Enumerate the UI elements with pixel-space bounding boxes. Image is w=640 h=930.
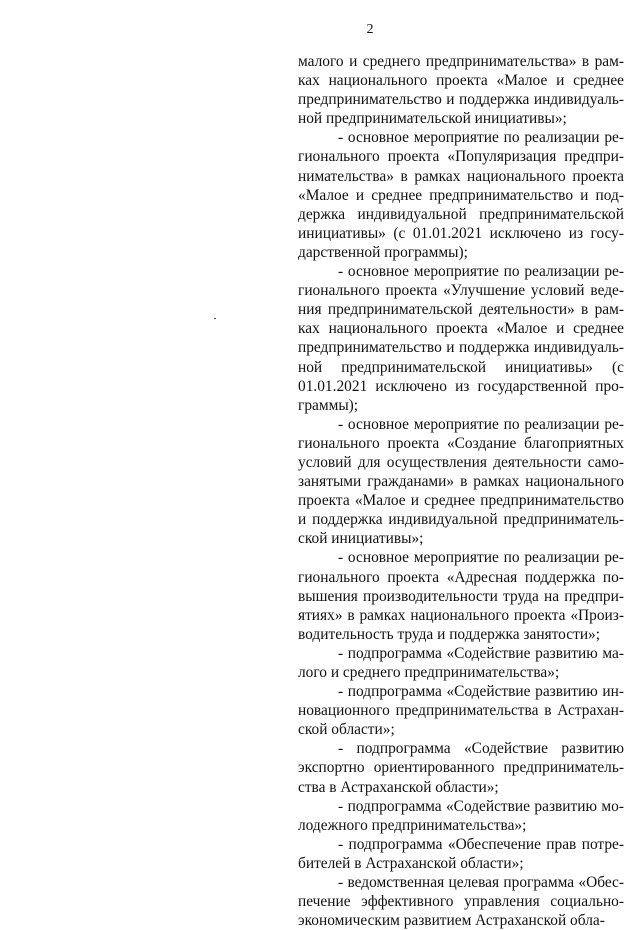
text-line: ной предпринимательской инициативы»; [298,110,567,128]
paragraph [298,644,624,682]
text-line: занятыми гражданами» в рамках национального [298,473,624,491]
paragraph [298,548,624,643]
text-line: экономическим развитием Астраханской обла- [298,912,605,930]
text-line: печение эффективного управления социально- [298,893,624,911]
paragraph [298,52,624,128]
text-line: ния предпринимательской деятельности» в рам- [298,301,624,319]
text-line: предпринимательство и поддержка индивидуаль- [298,339,624,357]
text-line: гионального проекта «Улучшение условий веде- [298,282,624,300]
text-line: предпринимательство и поддержка индивидуаль- [298,91,624,109]
text-line: ках национального проекта «Малое и среднее [298,320,624,338]
text-line: - подпрограмма «Содействие развитию ин- [338,683,624,701]
text-line: дарственной программы); [298,243,468,261]
text-line: лодежного предпринимательства»; [298,816,527,834]
text-line: малого и среднего предпринимательства» в рам- [298,53,624,70]
text-line: держка индивидуальной предпринимательской [298,205,624,223]
paragraph [298,797,624,835]
text-line: «Малое и среднее предпринимательство и под- [298,186,624,204]
text-line: - основное мероприятие по реализации ре- [338,263,624,281]
text-line: - ведомственная целевая программа «Обес- [338,874,624,892]
text-line: 01.01.2021 исключено из государственной про- [298,377,624,395]
text-line: ства в Астраханской области»; [298,778,499,796]
text-line: бителей в Астраханской области»; [298,854,524,872]
text-line: ятиях» в рамках национального проекта «Произ- [298,606,624,624]
text-line: - подпрограмма «Содействие развитию [338,740,624,758]
text-line: проекта «Малое и среднее предпринимательство [298,492,624,510]
text-line: - основное мероприятие по реализации ре- [338,415,624,433]
text-line: водительность труда и поддержка занятости»; [298,625,601,643]
text-line: новационного предпринимательства в Астрахан- [298,702,624,720]
text-line: граммы); [298,396,359,414]
text-line: ской инициативы»; [298,530,424,548]
document-body [298,52,624,930]
paragraph [298,128,624,262]
text-line: - подпрограмма «Содействие развитию мо- [338,797,624,815]
paragraph [298,262,624,415]
scan-speck [214,318,216,319]
text-line: лого и среднего предпринимательства»; [298,664,560,681]
text-line: гионального проекта «Адресная поддержка по- [298,568,624,586]
text-line: нимательства» в рамках национального проекта [298,167,624,185]
text-line: ской области»; [298,721,395,739]
text-line: ках национального проекта «Малое и среднее [298,72,624,90]
paragraph [298,873,624,930]
page-number: 2 [366,22,374,37]
text-line: инициативы» (с 01.01.2021 исключено из госу- [298,224,624,242]
text-line: ной предпринимательской инициативы» (с [298,358,624,376]
text-line: - основное мероприятие по реализации ре- [338,549,624,567]
text-line: и поддержка индивидуальной предприниматель- [298,511,624,529]
text-line: гионального проекта «Создание благоприятных [298,434,624,452]
paragraph [298,415,624,549]
paragraph [298,682,624,739]
text-line: вышения производительности труда на предпри- [298,587,624,605]
text-line: гионального проекта «Популяризация предпри- [298,148,624,166]
text-line: - подпрограмма «Содействие развитию ма- [338,644,624,662]
text-line: экспортно ориентированного предприниматель- [298,759,624,777]
paragraph [298,835,624,873]
text-line: условий для осуществления деятельности само- [298,453,624,471]
paragraph [298,739,624,796]
text-line: - подпрограмма «Обеспечение прав потре- [338,835,624,853]
text-line: - основное мероприятие по реализации ре- [338,129,624,147]
